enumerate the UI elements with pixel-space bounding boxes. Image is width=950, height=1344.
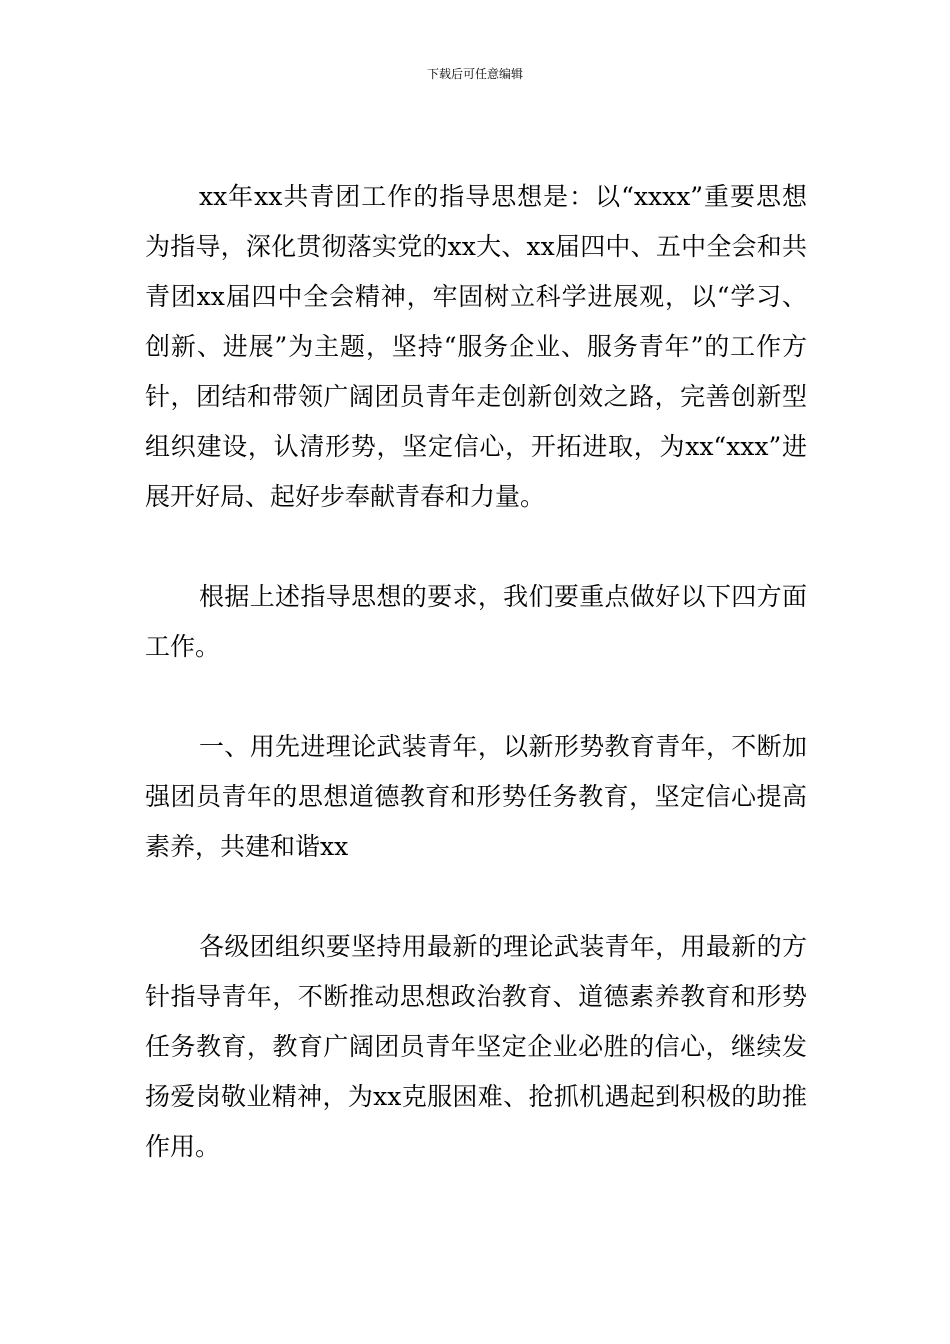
paragraph-requirements: 根据上述指导思想的要求，我们要重点做好以下四方面工作。 xyxy=(145,582,807,661)
paragraph-section-one-body: 各级团组织要坚持用最新的理论武装青年，用最新的方针指导青年，不断推动思想政治教育、道德素养教育和形势任务教育，教育广阔团员青年坚定企业必胜的信心，继续发扬爱岗敬业精神，为xx克服困难、抢抓机遇起到积极的助推作用。 xyxy=(145,932,807,1161)
document-body xyxy=(145,172,807,1172)
paragraph-guiding-ideology: xx年xx共青团工作的指导思想是：以“xxxx”重要思想为指导，深化贯彻落实党的xx大、xx届四中、五中全会和共青团xx届四中全会精神，牢固树立科学进展观，以“学习、创新、进展”为主题，坚持“服务企业、服务青年”的工作方针，团结和带领广阔团员青年走创新创效之路，完善创新型组织建设，认清形势，坚定信心，开拓进取，为xx“xxx”进展开好局、起好步奉献青春和力量。 xyxy=(145,182,807,511)
page-header-note: 下载后可任意编辑 xyxy=(426,67,523,81)
paragraph-section-one-heading: 一、用先进理论武装青年，以新形势教育青年，不断加强团员青年的思想道德教育和形势任务教育，坚定信心提高素养，共建和谐xx xyxy=(145,732,807,861)
